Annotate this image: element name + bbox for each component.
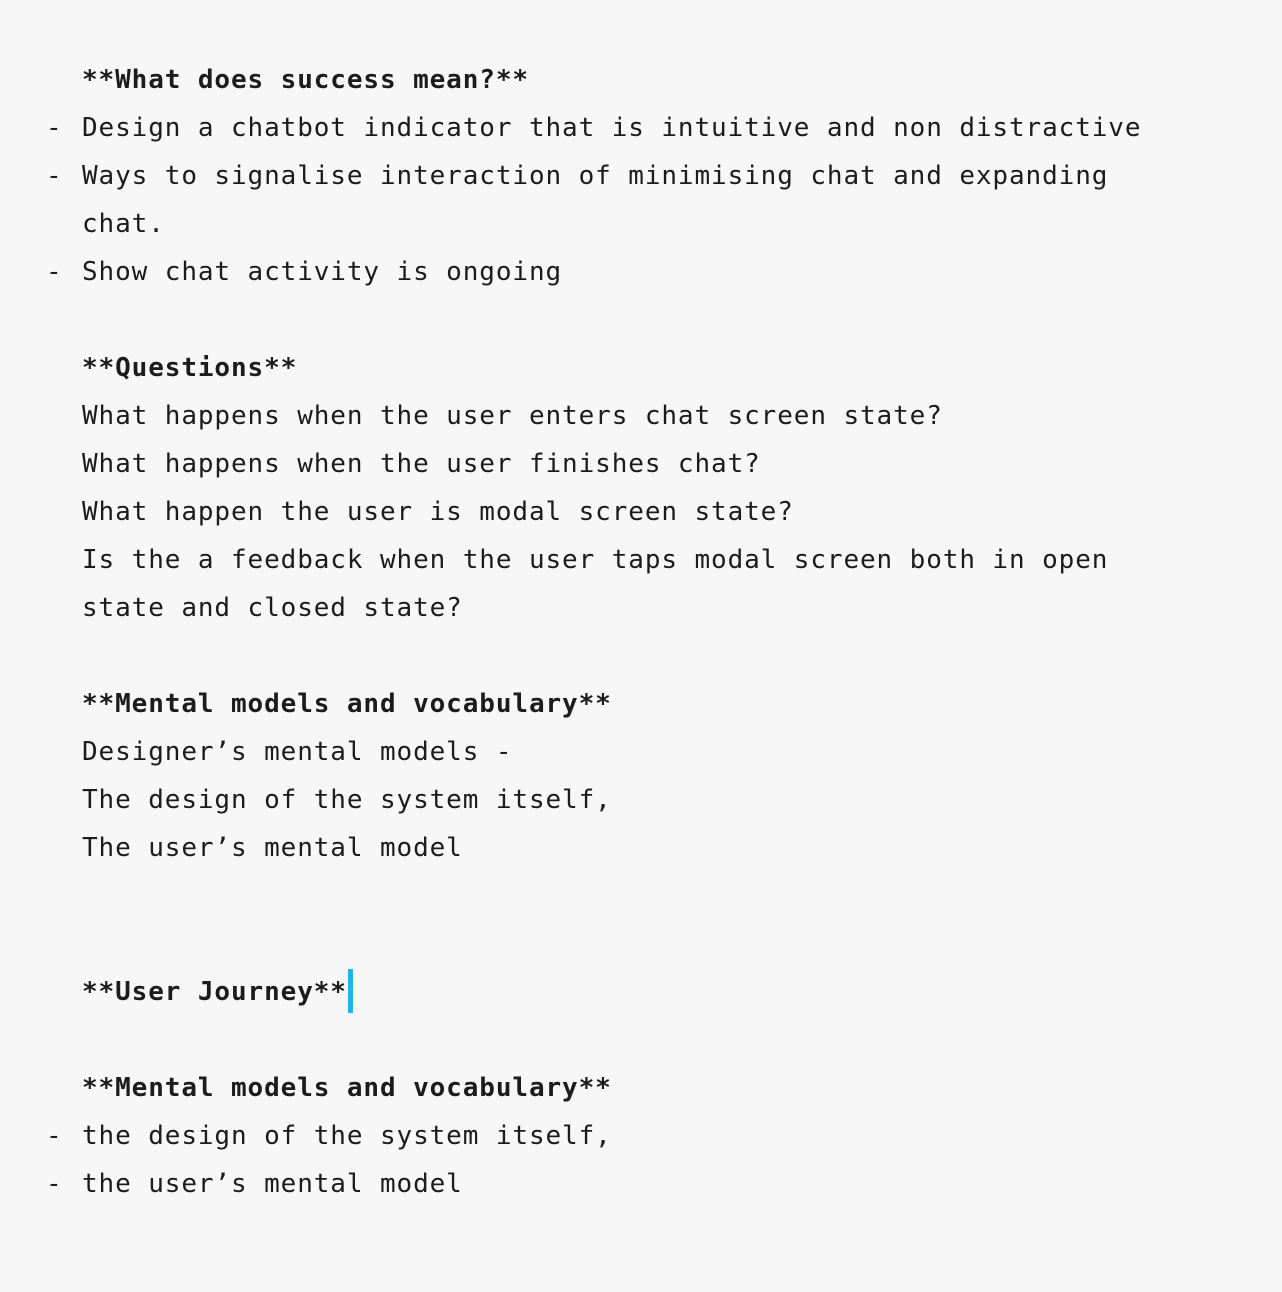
line-text: **Mental models and vocabulary** bbox=[82, 1073, 612, 1103]
empty-line[interactable] bbox=[0, 1016, 1282, 1064]
line-text: What happens when the user finishes chat? bbox=[82, 449, 761, 479]
line-text: chat. bbox=[82, 209, 165, 239]
list-item[interactable] bbox=[0, 152, 1282, 200]
line-text: **Questions** bbox=[82, 353, 298, 383]
list-item[interactable] bbox=[0, 1112, 1282, 1160]
list-item[interactable] bbox=[0, 248, 1282, 296]
text-cursor bbox=[348, 969, 353, 1013]
bullet-marker: - bbox=[46, 161, 63, 191]
bullet-marker: - bbox=[46, 113, 63, 143]
line-text: Is the a feedback when the user taps modal screen both in open bbox=[82, 545, 1109, 575]
line-text: What happen the user is modal screen state? bbox=[82, 497, 794, 527]
line-text: Designer’s mental models - bbox=[82, 737, 513, 767]
line-text: the user’s mental model bbox=[82, 1169, 463, 1199]
empty-line[interactable] bbox=[0, 632, 1282, 680]
line-text: the design of the system itself, bbox=[82, 1121, 612, 1151]
list-item[interactable] bbox=[0, 104, 1282, 152]
line-text: **What does success mean?** bbox=[82, 65, 529, 95]
empty-line[interactable] bbox=[0, 920, 1282, 968]
text-line[interactable] bbox=[0, 536, 1282, 584]
line-text: The design of the system itself, bbox=[82, 785, 612, 815]
text-line[interactable] bbox=[0, 392, 1282, 440]
text-line[interactable] bbox=[0, 728, 1282, 776]
line-text: **User Journey** bbox=[82, 977, 347, 1007]
heading-mental-models[interactable] bbox=[0, 680, 1282, 728]
list-item[interactable] bbox=[0, 1160, 1282, 1208]
text-line[interactable] bbox=[0, 824, 1282, 872]
heading-success[interactable] bbox=[0, 56, 1282, 104]
line-text: The user’s mental model bbox=[82, 833, 463, 863]
text-line[interactable] bbox=[0, 440, 1282, 488]
line-text: What happens when the user enters chat screen state? bbox=[82, 401, 943, 431]
list-item-continuation[interactable] bbox=[0, 200, 1282, 248]
text-editor[interactable] bbox=[0, 56, 1282, 1208]
empty-line[interactable] bbox=[0, 872, 1282, 920]
bullet-marker: - bbox=[46, 257, 63, 287]
bullet-marker: - bbox=[46, 1169, 63, 1199]
line-text: **Mental models and vocabulary** bbox=[82, 689, 612, 719]
heading-mental-models-2[interactable] bbox=[0, 1064, 1282, 1112]
text-line[interactable] bbox=[0, 584, 1282, 632]
heading-questions[interactable] bbox=[0, 344, 1282, 392]
line-text: Ways to signalise interaction of minimising chat and expanding bbox=[82, 161, 1109, 191]
empty-line[interactable] bbox=[0, 296, 1282, 344]
text-line[interactable] bbox=[0, 776, 1282, 824]
line-text: Show chat activity is ongoing bbox=[82, 257, 563, 287]
bullet-marker: - bbox=[46, 1121, 63, 1151]
line-text: state and closed state? bbox=[82, 593, 463, 623]
text-line[interactable] bbox=[0, 488, 1282, 536]
heading-user-journey[interactable] bbox=[0, 968, 1282, 1016]
line-text: Design a chatbot indicator that is intuitive and non distractive bbox=[82, 113, 1142, 143]
